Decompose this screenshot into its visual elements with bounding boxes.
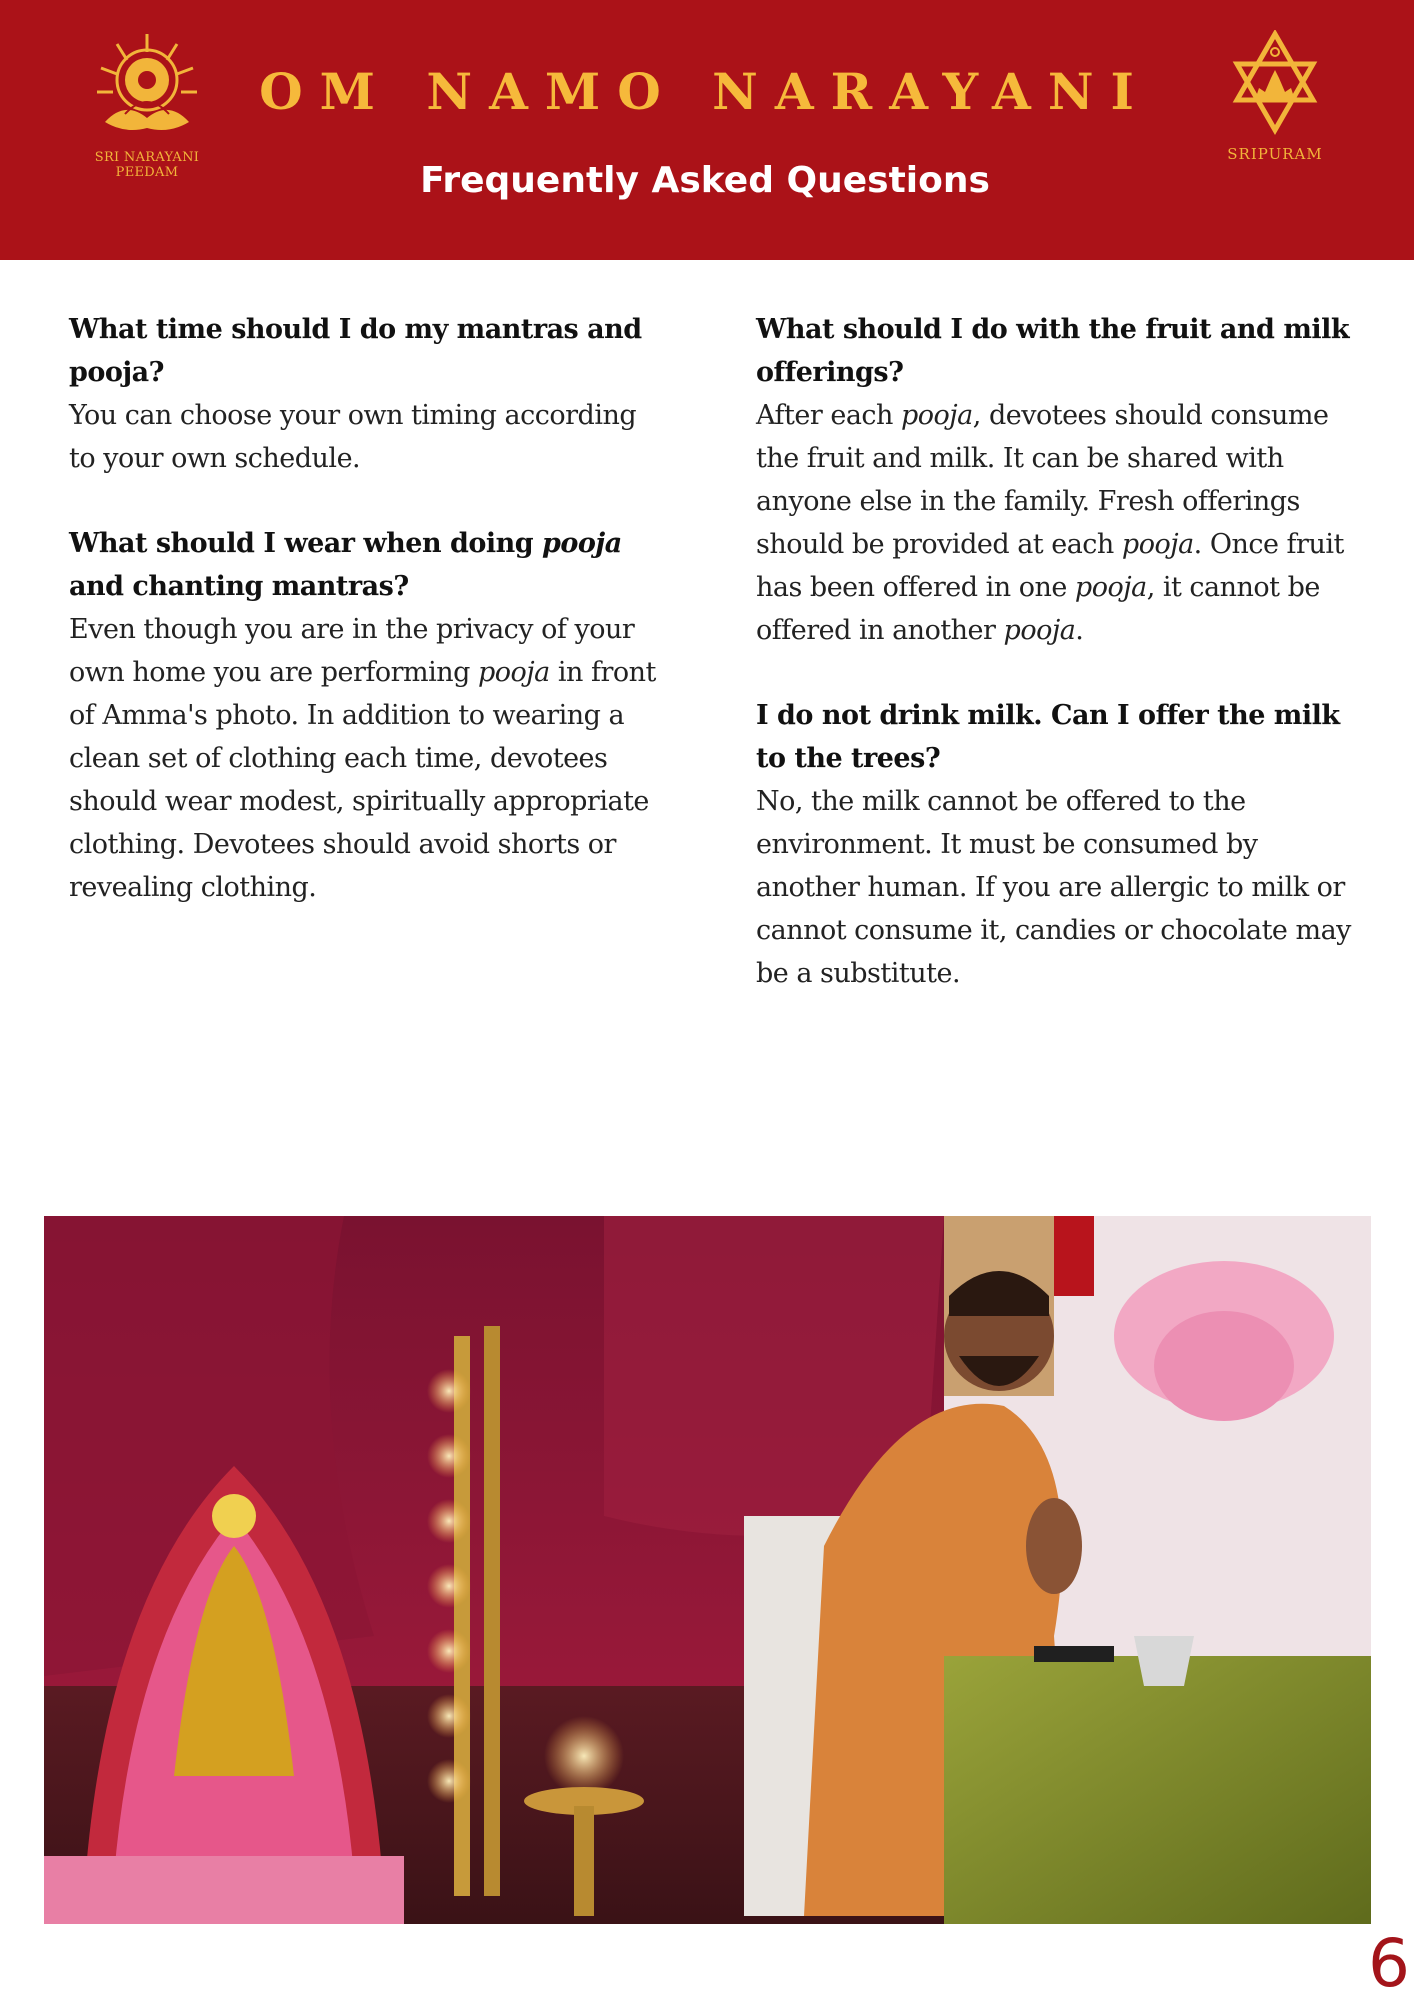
sun-lotus-icon — [95, 30, 199, 142]
faq-answer: Even though you are in the privacy of your own home you are performing pooja in front of Amma's photo. In addition to wearing a clean set of clothing each time, devotees should wear modest, spiritually appropriate clothing. Devotees should avoid shorts or revealing clothing. — [69, 614, 656, 903]
page-title: OM NAMO NARAYANI — [259, 62, 1151, 121]
logo-left-text: SRI NARAYANI PEEDAM — [94, 150, 200, 180]
sripuram-logo — [1210, 30, 1340, 170]
faq-question: What should I do with the fruit and milk offerings? — [756, 314, 1350, 388]
ceremony-photo-illustration — [44, 1216, 1371, 1924]
faq-question: I do not drink milk. Can I offer the milk to the trees? — [756, 700, 1340, 774]
page-number: 6 — [1368, 1925, 1410, 2002]
faq-answer: After each pooja, devotees should consume the fruit and milk. It can be shared with anyone else in the family. Fresh offerings should be provided at each pooja. Once fruit has been offered in one pooja, it cannot be offered in another pooja. — [756, 400, 1344, 646]
ceremony-photo — [44, 1216, 1371, 1924]
faq-column-left — [69, 308, 669, 951]
faq-column-right — [756, 308, 1356, 1037]
sri-narayani-peedam-logo — [62, 30, 232, 180]
faq-question: What should I wear when doing pooja and chanting mantras? — [69, 528, 622, 602]
header-banner — [0, 0, 1414, 260]
faq-item — [756, 308, 1356, 652]
faq-answer: You can choose your own timing according to your own schedule. — [69, 400, 637, 474]
faq-item — [69, 522, 669, 909]
faq-question: What time should I do my mantras and pooja? — [69, 314, 642, 388]
faq-item — [756, 694, 1356, 995]
logo-right-text: SRIPURAM — [1227, 145, 1323, 163]
faq-answer: No, the milk cannot be offered to the environment. It must be consumed by another human. If you are allergic to milk or cannot consume it, candies or chocolate may be a substitute. — [756, 786, 1351, 989]
star-temple-icon — [1225, 30, 1325, 140]
page-subtitle: Frequently Asked Questions — [420, 160, 990, 201]
faq-item — [69, 308, 669, 480]
